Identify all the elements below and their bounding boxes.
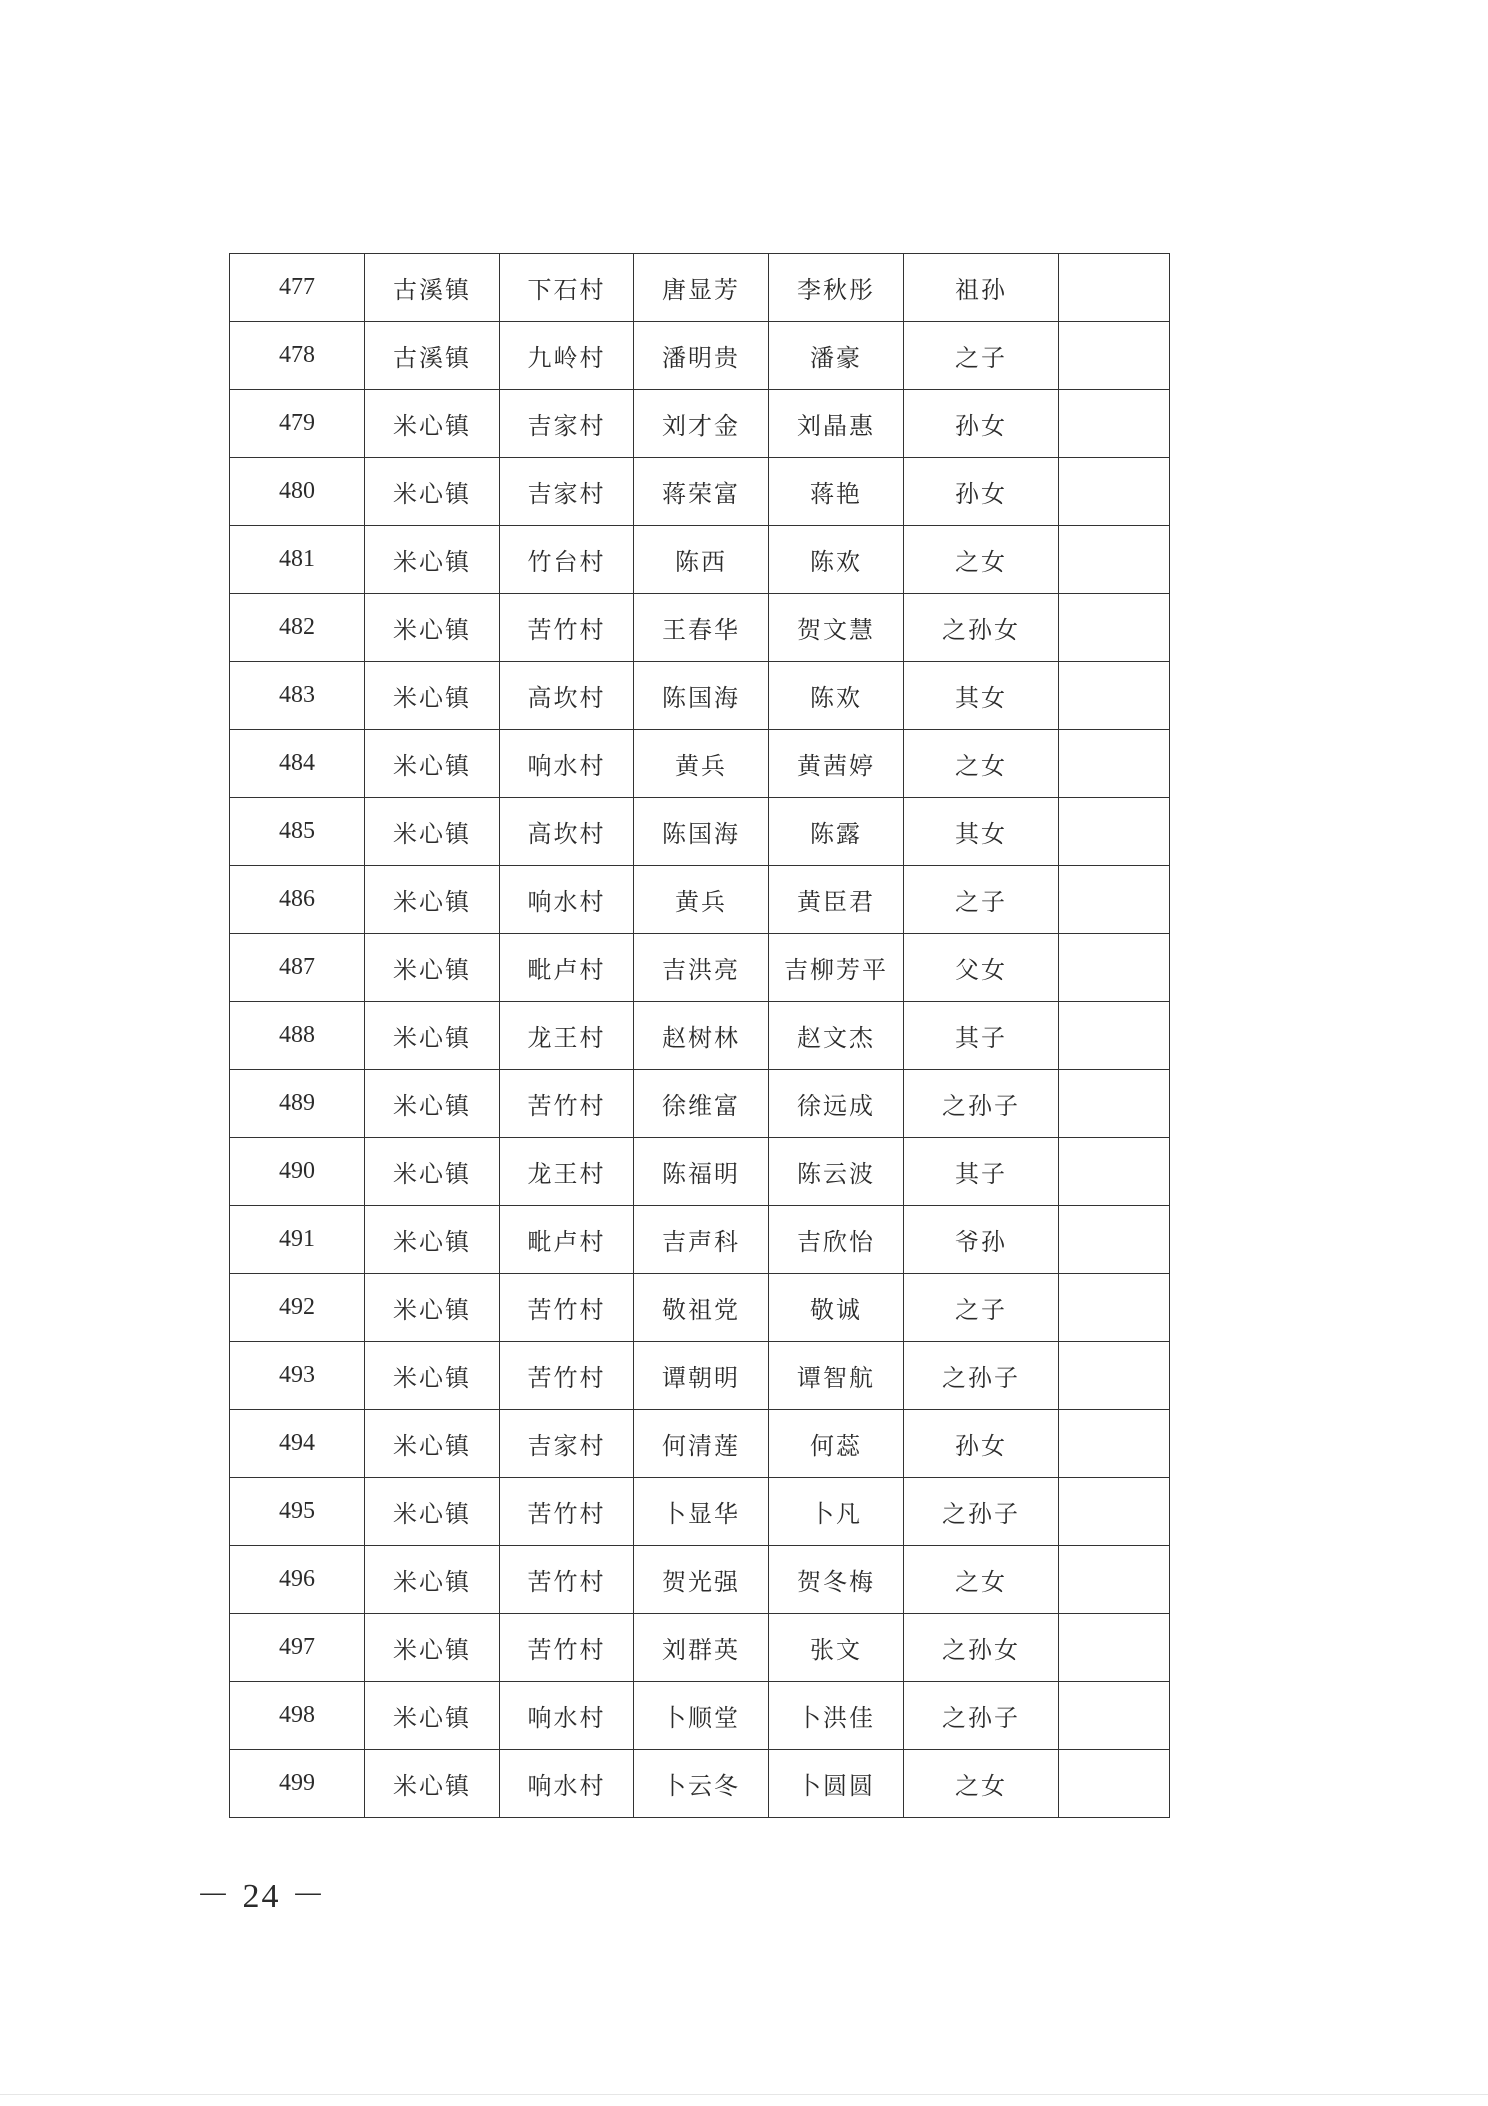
note-cell <box>1059 1070 1170 1138</box>
village-cell: 响水村 <box>500 866 634 934</box>
relationship-cell: 其子 <box>904 1138 1059 1206</box>
serial-number-cell: 477 <box>230 254 365 322</box>
relative-name-cell: 蒋艳 <box>769 458 904 526</box>
relationship-cell: 之孙子 <box>904 1682 1059 1750</box>
relative-name-cell: 潘豪 <box>769 322 904 390</box>
town-cell: 米心镇 <box>365 594 500 662</box>
relationship-cell: 爷孙 <box>904 1206 1059 1274</box>
town-cell: 米心镇 <box>365 458 500 526</box>
note-cell <box>1059 594 1170 662</box>
town-cell: 米心镇 <box>365 1546 500 1614</box>
relationship-cell: 之女 <box>904 526 1059 594</box>
town-cell: 米心镇 <box>365 526 500 594</box>
relationship-cell: 其女 <box>904 662 1059 730</box>
village-cell: 苦竹村 <box>500 1546 634 1614</box>
town-cell: 古溪镇 <box>365 254 500 322</box>
village-cell: 苦竹村 <box>500 1478 634 1546</box>
note-cell <box>1059 662 1170 730</box>
table-row <box>230 526 1170 594</box>
serial-number-cell: 493 <box>230 1342 365 1410</box>
table-row <box>230 1478 1170 1546</box>
serial-number-cell: 488 <box>230 1002 365 1070</box>
household-member-cell: 陈福明 <box>634 1138 769 1206</box>
town-cell: 米心镇 <box>365 1410 500 1478</box>
note-cell <box>1059 1750 1170 1818</box>
relationship-cell: 父女 <box>904 934 1059 1002</box>
relative-name-cell: 卜凡 <box>769 1478 904 1546</box>
table-row <box>230 1682 1170 1750</box>
village-cell: 响水村 <box>500 1682 634 1750</box>
relative-name-cell: 张文 <box>769 1614 904 1682</box>
serial-number-cell: 487 <box>230 934 365 1002</box>
relative-name-cell: 吉柳芳平 <box>769 934 904 1002</box>
serial-number-cell: 483 <box>230 662 365 730</box>
village-cell: 毗卢村 <box>500 1206 634 1274</box>
serial-number-cell: 494 <box>230 1410 365 1478</box>
note-cell <box>1059 1206 1170 1274</box>
village-cell: 龙王村 <box>500 1138 634 1206</box>
note-cell <box>1059 1478 1170 1546</box>
relative-name-cell: 陈欢 <box>769 526 904 594</box>
relative-name-cell: 徐远成 <box>769 1070 904 1138</box>
relationship-cell: 其女 <box>904 798 1059 866</box>
household-member-cell: 黄兵 <box>634 730 769 798</box>
household-member-cell: 潘明贵 <box>634 322 769 390</box>
town-cell: 米心镇 <box>365 1138 500 1206</box>
relative-name-cell: 李秋彤 <box>769 254 904 322</box>
town-cell: 米心镇 <box>365 662 500 730</box>
household-member-cell: 蒋荣富 <box>634 458 769 526</box>
serial-number-cell: 478 <box>230 322 365 390</box>
town-cell: 古溪镇 <box>365 322 500 390</box>
relationship-cell: 之女 <box>904 730 1059 798</box>
town-cell: 米心镇 <box>365 1478 500 1546</box>
table-row <box>230 254 1170 322</box>
note-cell <box>1059 322 1170 390</box>
household-member-cell: 赵树林 <box>634 1002 769 1070</box>
town-cell: 米心镇 <box>365 1342 500 1410</box>
table-row <box>230 1614 1170 1682</box>
relationship-cell: 孙女 <box>904 1410 1059 1478</box>
relationship-cell: 之孙子 <box>904 1070 1059 1138</box>
household-member-cell: 刘才金 <box>634 390 769 458</box>
table-row <box>230 798 1170 866</box>
table-row <box>230 730 1170 798</box>
village-cell: 高坎村 <box>500 798 634 866</box>
serial-number-cell: 495 <box>230 1478 365 1546</box>
relationship-cell: 之子 <box>904 322 1059 390</box>
village-cell: 苦竹村 <box>500 1342 634 1410</box>
serial-number-cell: 498 <box>230 1682 365 1750</box>
note-cell <box>1059 1274 1170 1342</box>
household-member-cell: 卜显华 <box>634 1478 769 1546</box>
note-cell <box>1059 1614 1170 1682</box>
serial-number-cell: 482 <box>230 594 365 662</box>
relationship-cell: 其子 <box>904 1002 1059 1070</box>
relationship-cell: 之子 <box>904 1274 1059 1342</box>
note-cell <box>1059 798 1170 866</box>
village-cell: 高坎村 <box>500 662 634 730</box>
village-cell: 吉家村 <box>500 458 634 526</box>
household-member-cell: 徐维富 <box>634 1070 769 1138</box>
relative-name-cell: 敬诚 <box>769 1274 904 1342</box>
town-cell: 米心镇 <box>365 934 500 1002</box>
note-cell <box>1059 458 1170 526</box>
town-cell: 米心镇 <box>365 1750 500 1818</box>
relationship-cell: 之孙女 <box>904 1614 1059 1682</box>
household-member-cell: 陈西 <box>634 526 769 594</box>
relationship-cell: 之女 <box>904 1546 1059 1614</box>
town-cell: 米心镇 <box>365 1682 500 1750</box>
note-cell <box>1059 390 1170 458</box>
note-cell <box>1059 1002 1170 1070</box>
relative-name-cell: 黄臣君 <box>769 866 904 934</box>
village-cell: 响水村 <box>500 1750 634 1818</box>
village-cell: 苦竹村 <box>500 1614 634 1682</box>
relative-name-cell: 黄茜婷 <box>769 730 904 798</box>
note-cell <box>1059 254 1170 322</box>
relative-name-cell: 吉欣怡 <box>769 1206 904 1274</box>
note-cell <box>1059 1546 1170 1614</box>
relationship-cell: 之孙女 <box>904 594 1059 662</box>
relative-name-cell: 陈云波 <box>769 1138 904 1206</box>
household-member-cell: 唐显芳 <box>634 254 769 322</box>
serial-number-cell: 496 <box>230 1546 365 1614</box>
serial-number-cell: 490 <box>230 1138 365 1206</box>
serial-number-cell: 491 <box>230 1206 365 1274</box>
note-cell <box>1059 1138 1170 1206</box>
note-cell <box>1059 1342 1170 1410</box>
relative-name-cell: 谭智航 <box>769 1342 904 1410</box>
household-member-cell: 吉洪亮 <box>634 934 769 1002</box>
town-cell: 米心镇 <box>365 730 500 798</box>
relationship-cell: 孙女 <box>904 458 1059 526</box>
page-number: － 24 － <box>196 1878 327 1915</box>
relationship-cell: 孙女 <box>904 390 1059 458</box>
village-cell: 响水村 <box>500 730 634 798</box>
village-cell: 九岭村 <box>500 322 634 390</box>
relationship-cell: 之孙子 <box>904 1478 1059 1546</box>
village-cell: 苦竹村 <box>500 1070 634 1138</box>
village-cell: 下石村 <box>500 254 634 322</box>
roster-table <box>229 253 1170 1818</box>
relative-name-cell: 陈露 <box>769 798 904 866</box>
table-row <box>230 1206 1170 1274</box>
town-cell: 米心镇 <box>365 1274 500 1342</box>
note-cell <box>1059 1682 1170 1750</box>
table-row <box>230 1546 1170 1614</box>
relative-name-cell: 贺冬梅 <box>769 1546 904 1614</box>
town-cell: 米心镇 <box>365 1206 500 1274</box>
town-cell: 米心镇 <box>365 1070 500 1138</box>
table-row <box>230 458 1170 526</box>
relationship-cell: 之子 <box>904 866 1059 934</box>
table-row <box>230 390 1170 458</box>
village-cell: 毗卢村 <box>500 934 634 1002</box>
table-row <box>230 322 1170 390</box>
serial-number-cell: 479 <box>230 390 365 458</box>
page-bottom-edge <box>0 2094 1488 2095</box>
relationship-cell: 之女 <box>904 1750 1059 1818</box>
serial-number-cell: 484 <box>230 730 365 798</box>
household-member-cell: 谭朝明 <box>634 1342 769 1410</box>
table-row <box>230 934 1170 1002</box>
town-cell: 米心镇 <box>365 798 500 866</box>
relative-name-cell: 刘晶惠 <box>769 390 904 458</box>
table-row <box>230 1274 1170 1342</box>
village-cell: 竹台村 <box>500 526 634 594</box>
note-cell <box>1059 934 1170 1002</box>
household-member-cell: 陈国海 <box>634 798 769 866</box>
household-member-cell: 卜顺堂 <box>634 1682 769 1750</box>
table-row <box>230 1070 1170 1138</box>
relationship-cell: 之孙子 <box>904 1342 1059 1410</box>
table-row <box>230 1750 1170 1818</box>
table-row <box>230 1410 1170 1478</box>
village-cell: 苦竹村 <box>500 1274 634 1342</box>
table-row <box>230 594 1170 662</box>
note-cell <box>1059 526 1170 594</box>
village-cell: 苦竹村 <box>500 594 634 662</box>
household-member-cell: 敬祖党 <box>634 1274 769 1342</box>
roster-table-body <box>230 254 1170 1818</box>
household-member-cell: 王春华 <box>634 594 769 662</box>
household-member-cell: 吉声科 <box>634 1206 769 1274</box>
relative-name-cell: 赵文杰 <box>769 1002 904 1070</box>
household-member-cell: 黄兵 <box>634 866 769 934</box>
village-cell: 吉家村 <box>500 390 634 458</box>
serial-number-cell: 481 <box>230 526 365 594</box>
serial-number-cell: 497 <box>230 1614 365 1682</box>
serial-number-cell: 492 <box>230 1274 365 1342</box>
relative-name-cell: 卜洪佳 <box>769 1682 904 1750</box>
note-cell <box>1059 1410 1170 1478</box>
household-member-cell: 卜云冬 <box>634 1750 769 1818</box>
note-cell <box>1059 866 1170 934</box>
serial-number-cell: 489 <box>230 1070 365 1138</box>
town-cell: 米心镇 <box>365 1614 500 1682</box>
serial-number-cell: 485 <box>230 798 365 866</box>
table-row <box>230 1342 1170 1410</box>
town-cell: 米心镇 <box>365 1002 500 1070</box>
town-cell: 米心镇 <box>365 866 500 934</box>
relative-name-cell: 何蕊 <box>769 1410 904 1478</box>
table-row <box>230 1138 1170 1206</box>
table-row <box>230 1002 1170 1070</box>
relationship-cell: 祖孙 <box>904 254 1059 322</box>
household-member-cell: 何清莲 <box>634 1410 769 1478</box>
relative-name-cell: 贺文慧 <box>769 594 904 662</box>
relative-name-cell: 卜圆圆 <box>769 1750 904 1818</box>
village-cell: 吉家村 <box>500 1410 634 1478</box>
town-cell: 米心镇 <box>365 390 500 458</box>
household-member-cell: 陈国海 <box>634 662 769 730</box>
serial-number-cell: 480 <box>230 458 365 526</box>
serial-number-cell: 499 <box>230 1750 365 1818</box>
table-row <box>230 866 1170 934</box>
household-member-cell: 刘群英 <box>634 1614 769 1682</box>
serial-number-cell: 486 <box>230 866 365 934</box>
note-cell <box>1059 730 1170 798</box>
village-cell: 龙王村 <box>500 1002 634 1070</box>
relative-name-cell: 陈欢 <box>769 662 904 730</box>
household-member-cell: 贺光强 <box>634 1546 769 1614</box>
table-row <box>230 662 1170 730</box>
